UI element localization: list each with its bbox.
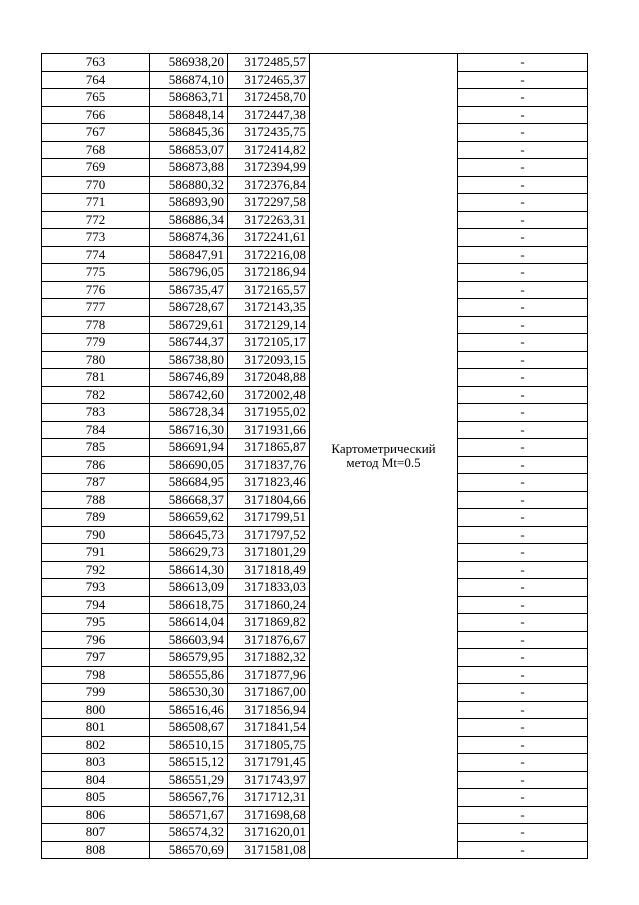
description-cell: - <box>458 404 588 422</box>
x-coordinate-cell: 586579,95 <box>150 649 228 667</box>
x-coordinate-cell: 586551,29 <box>150 771 228 789</box>
description-cell: - <box>458 159 588 177</box>
y-coordinate-cell: 3172297,58 <box>228 194 310 212</box>
x-coordinate-cell: 586873,88 <box>150 159 228 177</box>
point-number-cell: 769 <box>42 159 150 177</box>
x-coordinate-cell: 586571,67 <box>150 806 228 824</box>
y-coordinate-cell: 3171882,32 <box>228 649 310 667</box>
y-coordinate-cell: 3172105,17 <box>228 334 310 352</box>
point-number-cell: 788 <box>42 491 150 509</box>
description-cell: - <box>458 561 588 579</box>
point-number-cell: 776 <box>42 281 150 299</box>
x-coordinate-cell: 586742,60 <box>150 386 228 404</box>
point-number-cell: 806 <box>42 806 150 824</box>
x-coordinate-cell: 586746,89 <box>150 369 228 387</box>
description-cell: - <box>458 386 588 404</box>
y-coordinate-cell: 3172263,31 <box>228 211 310 229</box>
point-number-cell: 794 <box>42 596 150 614</box>
y-coordinate-cell: 3172376,84 <box>228 176 310 194</box>
table-body <box>42 54 588 859</box>
description-cell: - <box>458 544 588 562</box>
x-coordinate-cell: 586684,95 <box>150 474 228 492</box>
y-coordinate-cell: 3171841,54 <box>228 719 310 737</box>
x-coordinate-cell: 586530,30 <box>150 684 228 702</box>
x-coordinate-cell: 586515,12 <box>150 754 228 772</box>
y-coordinate-cell: 3171818,49 <box>228 561 310 579</box>
point-number-cell: 781 <box>42 369 150 387</box>
y-coordinate-cell: 3172002,48 <box>228 386 310 404</box>
y-coordinate-cell: 3172241,61 <box>228 229 310 247</box>
y-coordinate-cell: 3171877,96 <box>228 666 310 684</box>
description-cell: - <box>458 281 588 299</box>
y-coordinate-cell: 3171860,24 <box>228 596 310 614</box>
x-coordinate-cell: 586691,94 <box>150 439 228 457</box>
point-number-cell: 801 <box>42 719 150 737</box>
x-coordinate-cell: 586735,47 <box>150 281 228 299</box>
description-cell: - <box>458 719 588 737</box>
x-coordinate-cell: 586728,34 <box>150 404 228 422</box>
description-cell: - <box>458 89 588 107</box>
x-coordinate-cell: 586863,71 <box>150 89 228 107</box>
description-cell: - <box>458 369 588 387</box>
point-number-cell: 779 <box>42 334 150 352</box>
description-cell: - <box>458 491 588 509</box>
point-number-cell: 803 <box>42 754 150 772</box>
y-coordinate-cell: 3172458,70 <box>228 89 310 107</box>
point-number-cell: 785 <box>42 439 150 457</box>
description-cell: - <box>458 439 588 457</box>
description-cell: - <box>458 736 588 754</box>
description-cell: - <box>458 526 588 544</box>
point-number-cell: 804 <box>42 771 150 789</box>
x-coordinate-cell: 586729,61 <box>150 316 228 334</box>
x-coordinate-cell: 586618,75 <box>150 596 228 614</box>
x-coordinate-cell: 586614,30 <box>150 561 228 579</box>
description-cell: - <box>458 456 588 474</box>
y-coordinate-cell: 3171743,97 <box>228 771 310 789</box>
description-cell: - <box>458 474 588 492</box>
point-number-cell: 802 <box>42 736 150 754</box>
x-coordinate-cell: 586716,30 <box>150 421 228 439</box>
y-coordinate-cell: 3171833,03 <box>228 579 310 597</box>
point-number-cell: 800 <box>42 701 150 719</box>
point-number-cell: 770 <box>42 176 150 194</box>
point-number-cell: 763 <box>42 54 150 72</box>
point-number-cell: 772 <box>42 211 150 229</box>
description-cell: - <box>458 614 588 632</box>
x-coordinate-cell: 586845,36 <box>150 124 228 142</box>
x-coordinate-cell: 586880,32 <box>150 176 228 194</box>
description-cell: - <box>458 649 588 667</box>
x-coordinate-cell: 586874,10 <box>150 71 228 89</box>
point-number-cell: 777 <box>42 299 150 317</box>
description-cell: - <box>458 106 588 124</box>
point-number-cell: 808 <box>42 841 150 859</box>
y-coordinate-cell: 3172165,57 <box>228 281 310 299</box>
description-cell: - <box>458 789 588 807</box>
y-coordinate-cell: 3171712,31 <box>228 789 310 807</box>
x-coordinate-cell: 586555,86 <box>150 666 228 684</box>
point-number-cell: 774 <box>42 246 150 264</box>
x-coordinate-cell: 586893,90 <box>150 194 228 212</box>
description-cell: - <box>458 596 588 614</box>
y-coordinate-cell: 3172447,38 <box>228 106 310 124</box>
description-cell: - <box>458 246 588 264</box>
point-number-cell: 787 <box>42 474 150 492</box>
x-coordinate-cell: 586744,37 <box>150 334 228 352</box>
x-coordinate-cell: 586574,32 <box>150 824 228 842</box>
description-cell: - <box>458 684 588 702</box>
x-coordinate-cell: 586728,67 <box>150 299 228 317</box>
y-coordinate-cell: 3171837,76 <box>228 456 310 474</box>
table-row <box>42 54 588 72</box>
description-cell: - <box>458 299 588 317</box>
x-coordinate-cell: 586938,20 <box>150 54 228 72</box>
point-number-cell: 791 <box>42 544 150 562</box>
x-coordinate-cell: 586853,07 <box>150 141 228 159</box>
point-number-cell: 807 <box>42 824 150 842</box>
y-coordinate-cell: 3171823,46 <box>228 474 310 492</box>
description-cell: - <box>458 54 588 72</box>
point-number-cell: 767 <box>42 124 150 142</box>
y-coordinate-cell: 3172435,75 <box>228 124 310 142</box>
y-coordinate-cell: 3171869,82 <box>228 614 310 632</box>
x-coordinate-cell: 586796,05 <box>150 264 228 282</box>
x-coordinate-cell: 586847,91 <box>150 246 228 264</box>
y-coordinate-cell: 3172414,82 <box>228 141 310 159</box>
description-cell: - <box>458 579 588 597</box>
method-line-1: Картометрический <box>331 441 436 456</box>
description-cell: - <box>458 631 588 649</box>
point-number-cell: 793 <box>42 579 150 597</box>
point-number-cell: 784 <box>42 421 150 439</box>
point-number-cell: 766 <box>42 106 150 124</box>
description-cell: - <box>458 334 588 352</box>
y-coordinate-cell: 3172465,37 <box>228 71 310 89</box>
description-cell: - <box>458 176 588 194</box>
x-coordinate-cell: 586690,05 <box>150 456 228 474</box>
y-coordinate-cell: 3172129,14 <box>228 316 310 334</box>
description-cell: - <box>458 841 588 859</box>
x-coordinate-cell: 586629,73 <box>150 544 228 562</box>
y-coordinate-cell: 3171955,02 <box>228 404 310 422</box>
coordinates-table <box>41 53 588 859</box>
y-coordinate-cell: 3172394,99 <box>228 159 310 177</box>
point-number-cell: 765 <box>42 89 150 107</box>
x-coordinate-cell: 586886,34 <box>150 211 228 229</box>
point-number-cell: 797 <box>42 649 150 667</box>
point-number-cell: 768 <box>42 141 150 159</box>
description-cell: - <box>458 421 588 439</box>
method-cell <box>310 54 458 859</box>
x-coordinate-cell: 586614,04 <box>150 614 228 632</box>
point-number-cell: 798 <box>42 666 150 684</box>
y-coordinate-cell: 3171804,66 <box>228 491 310 509</box>
point-number-cell: 795 <box>42 614 150 632</box>
x-coordinate-cell: 586659,62 <box>150 509 228 527</box>
y-coordinate-cell: 3171581,08 <box>228 841 310 859</box>
description-cell: - <box>458 754 588 772</box>
y-coordinate-cell: 3171805,75 <box>228 736 310 754</box>
x-coordinate-cell: 586516,46 <box>150 701 228 719</box>
y-coordinate-cell: 3171801,29 <box>228 544 310 562</box>
description-cell: - <box>458 194 588 212</box>
y-coordinate-cell: 3171876,67 <box>228 631 310 649</box>
description-cell: - <box>458 316 588 334</box>
point-number-cell: 796 <box>42 631 150 649</box>
y-coordinate-cell: 3172216,08 <box>228 246 310 264</box>
y-coordinate-cell: 3172485,57 <box>228 54 310 72</box>
point-number-cell: 782 <box>42 386 150 404</box>
y-coordinate-cell: 3171698,68 <box>228 806 310 824</box>
y-coordinate-cell: 3171865,87 <box>228 439 310 457</box>
description-cell: - <box>458 771 588 789</box>
description-cell: - <box>458 509 588 527</box>
y-coordinate-cell: 3172048,88 <box>228 369 310 387</box>
description-cell: - <box>458 264 588 282</box>
x-coordinate-cell: 586848,14 <box>150 106 228 124</box>
x-coordinate-cell: 586570,69 <box>150 841 228 859</box>
method-line-2: метод Mt=0.5 <box>346 455 421 470</box>
x-coordinate-cell: 586645,73 <box>150 526 228 544</box>
description-cell: - <box>458 351 588 369</box>
y-coordinate-cell: 3172186,94 <box>228 264 310 282</box>
point-number-cell: 780 <box>42 351 150 369</box>
point-number-cell: 771 <box>42 194 150 212</box>
point-number-cell: 775 <box>42 264 150 282</box>
x-coordinate-cell: 586508,67 <box>150 719 228 737</box>
x-coordinate-cell: 586668,37 <box>150 491 228 509</box>
point-number-cell: 778 <box>42 316 150 334</box>
x-coordinate-cell: 586874,36 <box>150 229 228 247</box>
point-number-cell: 786 <box>42 456 150 474</box>
x-coordinate-cell: 586510,15 <box>150 736 228 754</box>
y-coordinate-cell: 3171791,45 <box>228 754 310 772</box>
description-cell: - <box>458 141 588 159</box>
point-number-cell: 789 <box>42 509 150 527</box>
y-coordinate-cell: 3172093,15 <box>228 351 310 369</box>
description-cell: - <box>458 701 588 719</box>
point-number-cell: 773 <box>42 229 150 247</box>
description-cell: - <box>458 806 588 824</box>
y-coordinate-cell: 3171931,66 <box>228 421 310 439</box>
description-cell: - <box>458 71 588 89</box>
y-coordinate-cell: 3171620,01 <box>228 824 310 842</box>
description-cell: - <box>458 229 588 247</box>
point-number-cell: 783 <box>42 404 150 422</box>
y-coordinate-cell: 3171856,94 <box>228 701 310 719</box>
description-cell: - <box>458 824 588 842</box>
description-cell: - <box>458 124 588 142</box>
x-coordinate-cell: 586603,94 <box>150 631 228 649</box>
point-number-cell: 805 <box>42 789 150 807</box>
x-coordinate-cell: 586738,80 <box>150 351 228 369</box>
description-cell: - <box>458 211 588 229</box>
y-coordinate-cell: 3171799,51 <box>228 509 310 527</box>
point-number-cell: 799 <box>42 684 150 702</box>
description-cell: - <box>458 666 588 684</box>
point-number-cell: 790 <box>42 526 150 544</box>
x-coordinate-cell: 586567,76 <box>150 789 228 807</box>
point-number-cell: 764 <box>42 71 150 89</box>
y-coordinate-cell: 3171797,52 <box>228 526 310 544</box>
point-number-cell: 792 <box>42 561 150 579</box>
x-coordinate-cell: 586613,09 <box>150 579 228 597</box>
y-coordinate-cell: 3172143,35 <box>228 299 310 317</box>
y-coordinate-cell: 3171867,00 <box>228 684 310 702</box>
